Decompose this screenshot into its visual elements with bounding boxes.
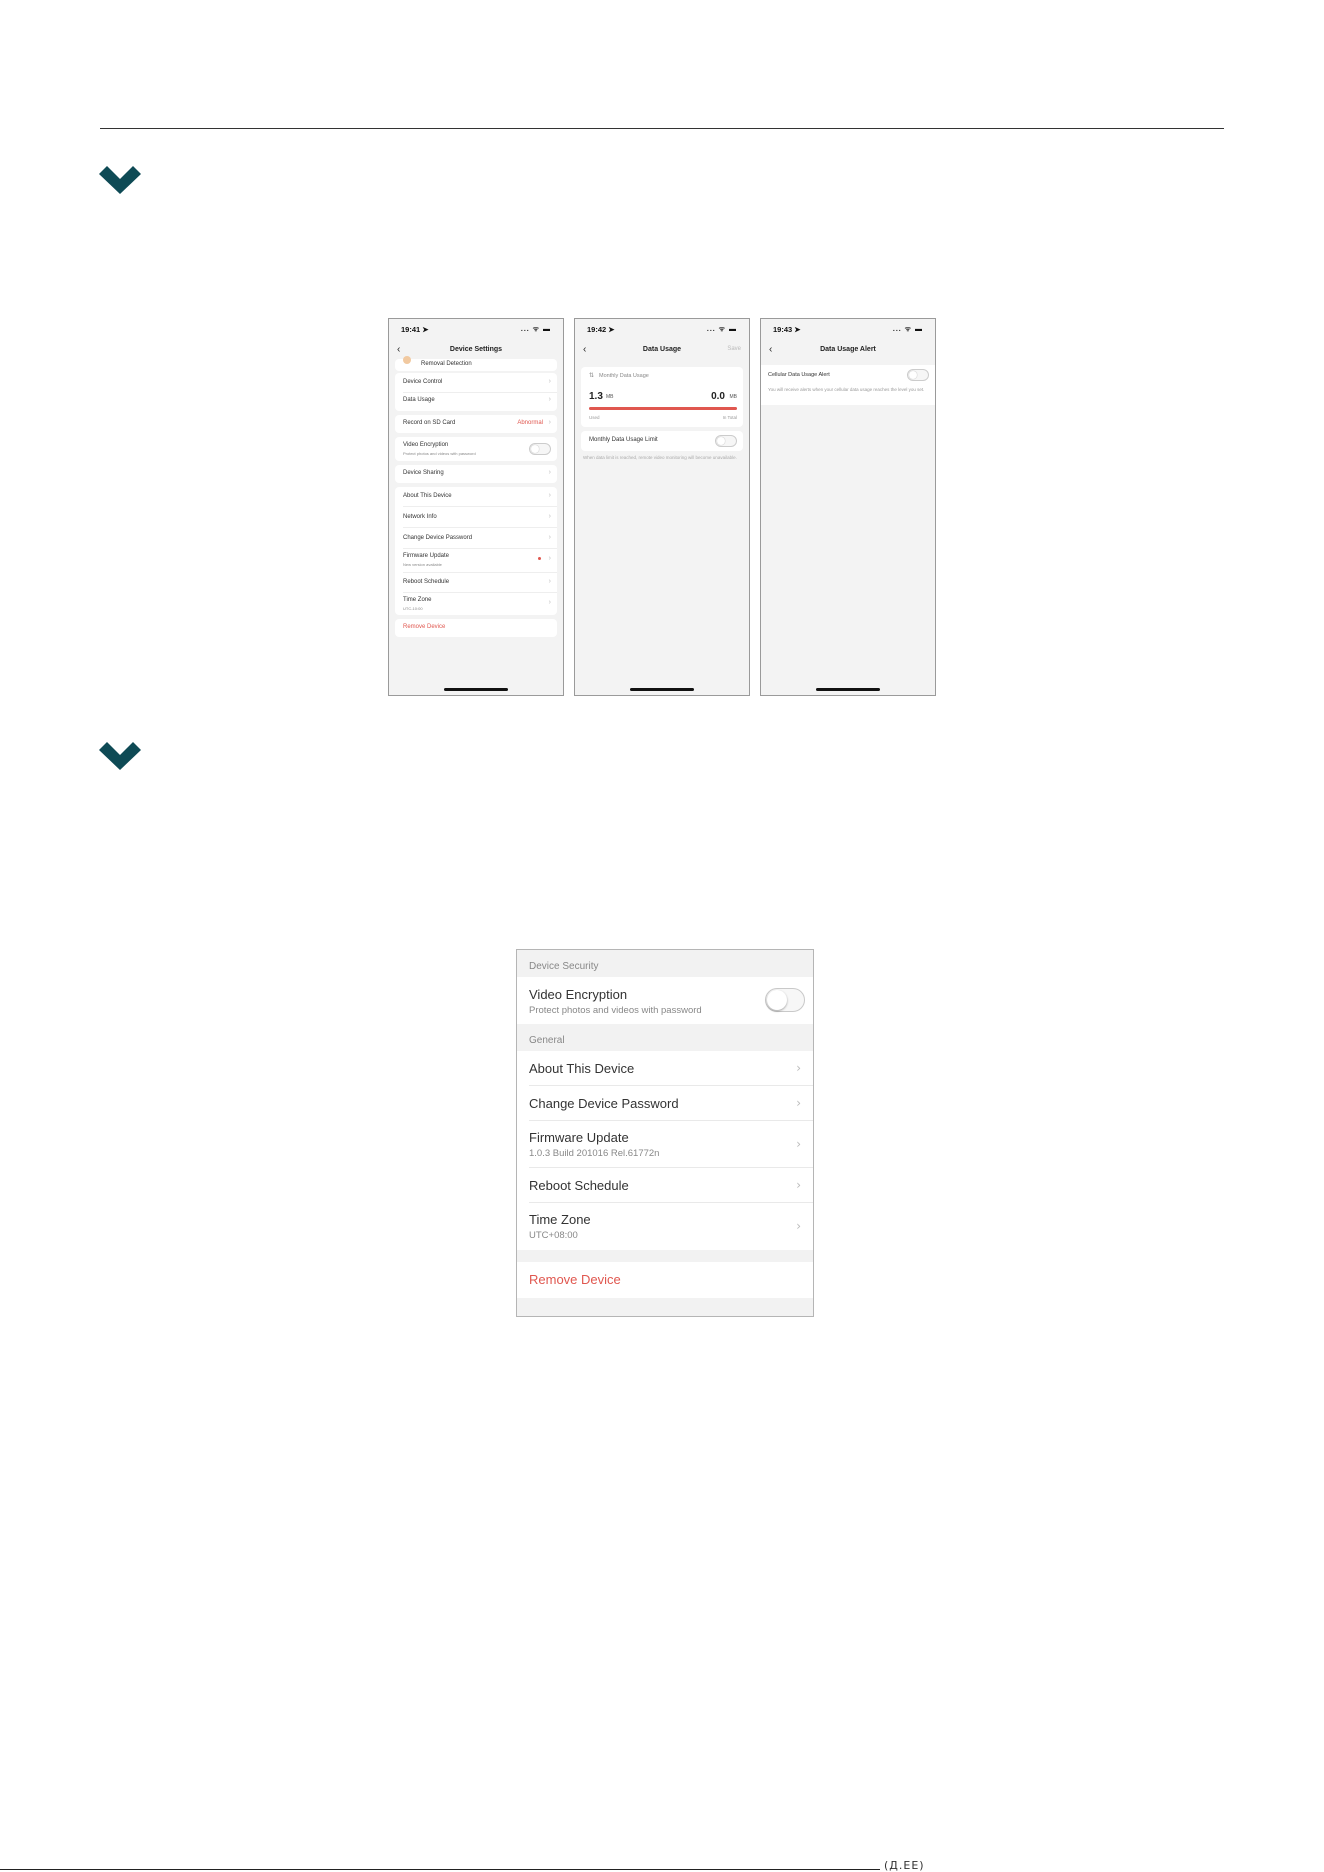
row-sublabel: 1.0.3 Build 201016 Rel.61772n: [529, 1148, 660, 1159]
row-label: Change Device Password: [529, 1096, 679, 1111]
row-label: Remove Device: [403, 624, 446, 630]
row-sublabel: UTC+08:00: [529, 1230, 578, 1241]
card-general: [395, 487, 557, 615]
row-network-info[interactable]: [395, 508, 557, 528]
card-usage-limit: [581, 431, 743, 451]
screen-title: Data Usage: [642, 346, 682, 353]
status-time: 19:43 ➤: [773, 325, 801, 334]
row-sublabel: UTC-10:00: [403, 606, 423, 611]
row-firmware-update[interactable]: [517, 1121, 813, 1168]
row-label: Device Control: [403, 379, 443, 385]
monthly-usage-label: Monthly Data Usage: [599, 373, 649, 379]
remove-device-button[interactable]: [517, 1262, 813, 1298]
row-video-encryption: [517, 977, 813, 1024]
section-label: General: [529, 1035, 565, 1046]
used-caption: Used: [589, 415, 600, 420]
alert-label: Cellular Data Usage Alert: [768, 372, 830, 378]
row-device-control[interactable]: [395, 373, 557, 393]
screen-title: Data Usage Alert: [820, 346, 876, 353]
screenshot-device-settings: [388, 318, 564, 696]
usage-limit-note: When data limit is reached, remote video monitoring will become unavailable.: [583, 455, 737, 460]
total-caption: In Total: [722, 415, 737, 420]
row-change-password[interactable]: [395, 529, 557, 549]
row-label: Change Device Password: [403, 535, 473, 541]
back-icon[interactable]: ‹: [769, 344, 773, 355]
status-bar: [761, 319, 935, 341]
chevron-right-icon: ›: [548, 378, 551, 385]
row-sublabel: Protect photos and videos with password: [529, 1005, 702, 1016]
row-label: Firmware Update: [403, 553, 450, 559]
video-encryption-toggle[interactable]: [765, 988, 805, 1012]
nav-bar: [575, 341, 749, 361]
row-usage-limit: [581, 431, 743, 451]
row-label: Remove Device: [529, 1272, 621, 1287]
card-sharing: [395, 465, 557, 483]
card-sd: [395, 415, 557, 433]
chevron-right-icon: ›: [548, 534, 551, 541]
screenshot-device-settings-panel: [516, 949, 814, 1317]
chevron-right-icon: ›: [548, 419, 551, 426]
used-unit: MB: [606, 394, 614, 400]
chevron-down-icon: [99, 742, 141, 770]
chevron-right-icon: ›: [796, 1219, 801, 1233]
chevron-right-icon: ›: [548, 599, 551, 606]
card-remove: [395, 619, 557, 637]
chevron-right-icon: ›: [548, 555, 551, 562]
row-label: Device Sharing: [403, 470, 444, 476]
nav-bar: [761, 341, 935, 361]
chevron-right-icon: ›: [796, 1178, 801, 1192]
chevron-right-icon: ›: [548, 513, 551, 520]
status-icons: ... ᯤ ▬: [520, 326, 551, 333]
status-icons: ... ᯤ ▬: [892, 326, 923, 333]
row-sublabel: Protect photos and videos with password: [403, 451, 476, 456]
chevron-down-icon: [99, 166, 141, 194]
screenshot-data-usage: [574, 318, 750, 696]
row-label: Data Usage: [403, 397, 435, 403]
chevron-right-icon: ›: [548, 469, 551, 476]
usage-bar-fill: [589, 407, 737, 410]
row-label: Record on SD Card: [403, 420, 456, 426]
row-label: About This Device: [529, 1061, 635, 1076]
home-indicator: [444, 688, 508, 691]
row-label: Reboot Schedule: [403, 579, 450, 585]
footer-rule: [0, 1869, 880, 1870]
divider: [403, 506, 557, 507]
used-value: 1.3: [589, 391, 603, 402]
alert-section: [761, 365, 935, 405]
motion-icon: [403, 356, 411, 364]
status-time: 19:42 ➤: [587, 325, 615, 334]
update-dot: [538, 557, 541, 560]
row-about[interactable]: [395, 487, 557, 507]
row-remove-device[interactable]: [395, 618, 557, 638]
card-monthly-usage: [581, 367, 743, 427]
chevron-right-icon: ›: [548, 578, 551, 585]
row-video-encryption: [395, 437, 557, 461]
total-unit: MB: [729, 394, 737, 400]
row-label: Time Zone: [529, 1212, 591, 1227]
row-time-zone[interactable]: [517, 1203, 813, 1250]
nav-bar: [389, 341, 563, 361]
card-encryption: [395, 437, 557, 461]
row-label: Firmware Update: [529, 1130, 629, 1145]
chevron-right-icon: ›: [796, 1137, 801, 1151]
chevron-right-icon: ›: [796, 1096, 801, 1110]
row-label: Video Encryption: [529, 987, 628, 1002]
chevron-right-icon: ›: [548, 492, 551, 499]
chevron-right-icon: ›: [548, 396, 551, 403]
sd-status: Abnormal: [517, 420, 543, 426]
row-label: Monthly Data Usage Limit: [589, 437, 658, 443]
screen-title: Device Settings: [449, 346, 503, 353]
removal-detection-label: Removal Detection: [421, 361, 472, 367]
row-change-password[interactable]: [517, 1086, 813, 1121]
section-header-general: [517, 1024, 813, 1051]
chart-icon: ⇅: [589, 373, 595, 379]
home-indicator: [816, 688, 880, 691]
row-label: Reboot Schedule: [529, 1178, 629, 1193]
encryption-toggle[interactable]: [529, 443, 551, 455]
partial-card: [395, 359, 557, 371]
screenshot-data-usage-alert: [760, 318, 936, 696]
status-bar: [575, 319, 749, 341]
footer-mark: (Д.ЕЕ): [884, 1859, 925, 1872]
alert-toggle[interactable]: [907, 369, 929, 381]
header-rule: [100, 128, 1224, 129]
chevron-right-icon: ›: [796, 1061, 801, 1075]
card-controls: [395, 373, 557, 411]
row-reboot-schedule[interactable]: [517, 1168, 813, 1203]
row-label: Time Zone: [403, 597, 432, 603]
alert-note: You will receive alerts when your cellular data usage reaches the level you set.: [768, 387, 925, 392]
home-indicator: [630, 688, 694, 691]
back-icon[interactable]: ‹: [397, 344, 401, 355]
back-icon[interactable]: ‹: [583, 344, 587, 355]
row-sublabel: New version available: [403, 562, 442, 567]
usage-limit-toggle[interactable]: [715, 435, 737, 447]
row-time-zone[interactable]: [395, 593, 557, 615]
row-label: Video Encryption: [403, 442, 449, 448]
row-label: About This Device: [403, 493, 452, 499]
row-firmware[interactable]: [395, 549, 557, 573]
divider: [403, 527, 557, 528]
usage-bar-track: [589, 407, 737, 410]
row-record-sd[interactable]: [395, 414, 557, 434]
row-data-usage[interactable]: [395, 391, 557, 411]
save-button[interactable]: Save: [727, 346, 741, 352]
row-about-device[interactable]: [517, 1051, 813, 1086]
section-header-security: [517, 950, 813, 977]
status-time: 19:41 ➤: [401, 325, 429, 334]
row-label: Network Info: [403, 514, 437, 520]
row-device-sharing[interactable]: [395, 464, 557, 484]
status-bar: [389, 319, 563, 341]
status-icons: ... ᯤ ▬: [706, 326, 737, 333]
section-label: Device Security: [529, 961, 599, 972]
total-value: 0.0: [711, 391, 725, 402]
row-reboot[interactable]: [395, 573, 557, 593]
